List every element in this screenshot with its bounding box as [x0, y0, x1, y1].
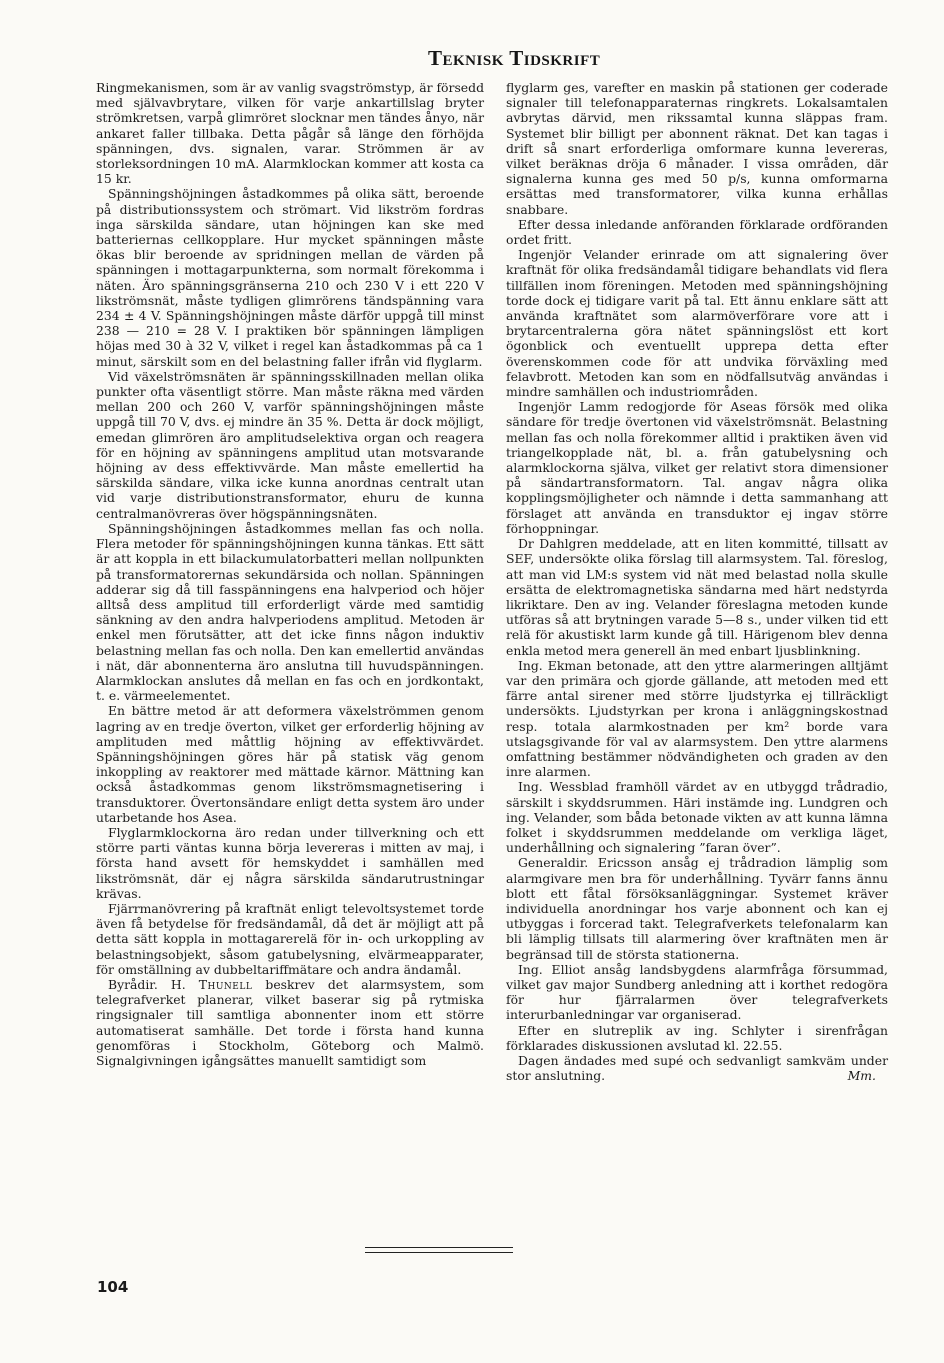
paragraph: Spänningshöjningen åstadkommes mellan fas och nolla. Flera metoder för spänningshöjningen kunna tänkas. Ett sätt är att koppla in ett bilackumulatorbatteri mellan nollpunkten på transformatorernas sekundärsida och nollan. Spänningen adderar sig då till fasspänningens ena halvperiod och höjer alltså dess amplitud till erforderligt värde med samtidig sänkning av den andra halvperiodens amplitud. Metoden är enkel men förutsätter, att det icke finns någon induktiv belastning mellan fas och nolla. Den kan emellertid användas i nät, där abonnenterna äro anslutna till huvudspänningen. Alarmklockan anslutes då mellan en fas och en jordkontakt, t. e. värmeelementet. [96, 520, 484, 704]
paragraph: Ing. Elliot ansåg landsbygdens alarmfråga försummad, vilket gav major Sundberg anledning att i korthet redogöra för hur fjärralarmen över telegrafverkets interurbanledningar var organiserad. [506, 961, 888, 1023]
paragraph: Ingenjör Lamm redogjorde för Aseas försök med olika sändare för tredje övertonen vid växelströmsnät. Belastning mellan fas och nolla förekommer alltid i praktiken även vid triangelkopplade nät, bl. a. från gatubelysning och alarmklockorna själva, vilket ger relativt stora dimensioner på sändartransformatorn. Tal. angav några olika kopplingsmöjligheter och nämnde i detta sammanhang att förslaget att använda en transduktor ej ingav större förhoppningar. [506, 399, 888, 536]
paragraph: Vid växelströmsnäten är spänningsskillnaden mellan olika punkter ofta väsentligt större. Man måste räkna med värden mellan 200 och 260 V, varför spänningshöjningen måste uppgå till 70 V, dvs. ej mindre än 35 %. Detta är dock möjligt, emedan glimrören äro amplitudselektiva organ och reagera för en höjning av spänningens amplitud utan motsvarande höjning av dess effektivvärde. Man måste emellertid ha särskilda sändare, vilka icke kunna anordnas centralt utan vid varje distributionstransformator, ehuru de kunna centralmanövreras över högspänningsnäten. [96, 368, 484, 521]
paragraph: Efter en slutreplik av ing. Schlyter i sirenfrågan förklarades diskussionen avslutad kl. 22.55. [506, 1022, 888, 1053]
paragraph: En bättre metod är att deformera växelströmmen genom lagring av en tredje överton, vilket ger erforderlig höjning av amplituden med måttlig höjning av effektivvärdet. Spänningshöjningen göres här på statisk väg genom inkoppling av reaktorer med mättade kärnor. Mättning kan också åstadkommas genom likströmsmagnetisering i transduktorer. Övertonsändare enligt detta system äro under utarbetande hos Asea. [96, 703, 484, 825]
journal-title: Teknisk Tidskrift [428, 46, 601, 70]
page-number: 104 [97, 1278, 129, 1296]
paragraph: Ing. Ekman betonade, att den yttre alarmeringen alltjämt var den primära och gjorde gällande, att metoden med ett färre antal sirener med större ljudstyrka ej tillräckligt undersökts. Ljudstyrkan per krona i anläggningskostnad resp. totala alarmkostnaden per km² borde vara utslagsgivande för val av alarmsystem. Den yttre alarmens omfattning bestämmer nödvändigheten och graden av den inre alarmen. [506, 657, 888, 780]
paragraph: Ingenjör Velander erinrade om att signalering över kraftnät för olika fredsändamål tidigare behandlats vid flera tillfällen inom föreningen. Metoden med spänningshöjning torde dock ej tidigare varit på tal. Ett ännu enklare sätt att använda kraftnätet som alarmöverförare vore att i brytarcentralerna göra nätet spänningslöst ett kort ögonblick och eventuellt upprepa detta efter överenskommen code för att undvika förväxling med felavbrott. Metoden kan som en nödfallsutväg användas i mindre samhällen och industriområden. [506, 247, 888, 400]
paragraph: Generaldir. Ericsson ansåg ej trådradion lämplig som alarmgivare men bra för underhållning. Tyvärr fanns ännu blott ett fåtal försöksanläggningar. Systemet kräver individuella anordningar hos varje abonnent och kan ej utbyggas i forcerad takt. Telegrafverkets telefonalarm kan bli lämplig tillsats till alarmering över kraftnäten men är begränsad till de största stationerna. [506, 855, 888, 962]
end-rule [365, 1252, 513, 1253]
paragraph: Spänningshöjningen åstadkommes på olika sätt, beroende på distributionssystem och strömart. Vid likström fordras inga särskilda sändare, utan höjningen kan ske med batteriernas cellkopplare. Hur mycket spänningen måste ökas blir beroende av spridningen mellan de värden på spänningen i mottagarpunkterna, som normalt förekomma i näten. Äro spänningsgränserna 210 och 230 V i ett 220 V likströmsnät, måste tydligen glimrörens tändspänning vara 234 ± 4 V. Spänningshöjningen måste därför uppgå till minst 238 — 210 = 28 V. I praktiken bör spänningen lämpligen höjas med 30 à 32 V, vilket i regel kan åstadkommas på ca 1 minut, särskilt som en del belastning faller ifrån vid flyglarm. [96, 186, 484, 369]
paragraph: Dr Dahlgren meddelade, att en liten kommitté, tillsatt av SEF, undersökte olika förslag till alarmsystem. Tal. föreslog, att man vid LM:s system vid nät med belastad nolla skulle ersätta de elektromagnetiska sändarna med härt nedstyrda likriktare. Den av ing. Velander föreslagna metoden kunde utföras så att brytningen varade 5—8 s., under vilken tid ett relä för akustiskt larm kunde gå till. Härigenom blev denna enkla metod mera generell än med enbart ljusblinkning. [506, 536, 888, 658]
left-column [96, 80, 484, 1068]
paragraph-text: beskrev det alarmsystem, som telegrafverket planerar, vilket baserar sig på rytmiska ringsignaler till samtliga abonnenter inom ett större automatiserat samhälle. Det torde i första hand kunna genomföras i Stockholm, Göteborg och Malmö. Signalgivningen igångsättes manuellt samtidigt som [96, 976, 484, 1068]
speaker-prefix: Byrådir. H. [108, 976, 199, 992]
signature: Mm. [847, 1068, 876, 1084]
paragraph: Efter dessa inledande anföranden förklarade ordföranden ordet fritt. [506, 216, 888, 248]
right-column [506, 80, 888, 1083]
closing-text: Dagen ändades med supé och sedvanligt samkväm under stor anslutning. [506, 1053, 888, 1084]
paragraph: Ringmekanismen, som är av vanlig svagströmstyp, är försedd med självavbrytare, vilken för varje ankartillslag bryter strömkretsen, varpå glimröret slocknar men tändes ånyo, när ankaret faller tillbaka. Detta pågår så länge den förhöjda spänningen, dvs. signalen, varar. Strömmen är av storleksordningen 10 mA. Alarmklockan kommer att kosta ca 15 kr. [96, 80, 484, 187]
paragraph: Fjärrmanövrering på kraftnät enligt televoltsystemet torde även få betydelse för fredsändamål, då det är möjligt att på detta sätt koppla in mottagarerelä för in- och urkoppling av belastningsobjekt, såsom gatubelysning, elvärmeapparater, för omställning av dubbeltariffmätare och andra ändamål. [96, 900, 484, 977]
end-rule [365, 1247, 513, 1248]
paragraph [96, 977, 484, 1068]
paragraph-final [506, 1053, 888, 1083]
speaker-name: Thunell [198, 976, 253, 992]
paragraph: Ing. Wessblad framhöll värdet av en utbyggd trådradio, särskilt i skyddsrummen. Häri instämde ing. Lundgren och ing. Velander, som båda betonade vikten av att kunna lämna folket i skyddsrummen meddelande om verkliga läget, underhållning och signalering ”faran över”. [506, 779, 888, 856]
paragraph: Flyglarmklockorna äro redan under tillverkning och ett större parti väntas kunna börja levereras i mitten av maj, i första hand avsett för hemskyddet i samhällen med likströmsnät, där ej några särskilda sändarutrustningar krävas. [96, 824, 484, 901]
paragraph-continued: flyglarm ges, varefter en maskin på stationen ger coderade signaler till telefonapparaternas ringkrets. Lokalsamtalen avbrytas därvid, men rikssamtal kunna släppas fram. Systemet blir billigt per abonnent räknat. Det kan tagas i drift så snart erforderliga omformare kunna levereras, vilket beräknas dröja 6 månader. I vissa områden, där signalerna kunna ges med 50 p/s, kunna omformarna ersättas med transformatorer, vilka kunna erhållas snabbare. [506, 80, 888, 217]
